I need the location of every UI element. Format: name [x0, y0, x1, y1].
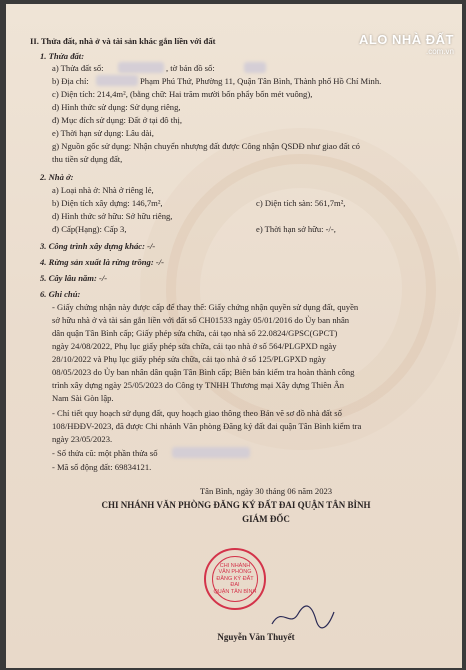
- land-address-value: Phạm Phú Thứ, Phường 11, Quận Tân Bình, Thành phố Hồ Chí Minh.: [140, 76, 382, 86]
- watermark-logo: ALO NHÀ ĐẤT: [358, 32, 454, 47]
- signer-name: Nguyễn Văn Thuyết: [217, 632, 295, 642]
- perennial-trees: 5. Cây lâu năm: -/-: [40, 273, 108, 283]
- redacted-old-parcel: [172, 447, 250, 458]
- land-map-sheet: , tờ bản đồ số:: [166, 63, 215, 73]
- house-ownership-form: d) Hình thức sở hữu: Sở hữu riêng,: [52, 211, 173, 221]
- land-use-term: e) Thời hạn sử dụng: Lâu dài,: [52, 128, 154, 138]
- note-line-8: Nam Sài Gòn lập.: [52, 393, 114, 403]
- note-line-4: ngày 24/08/2022, Phụ lục giấy phép sửa chữa, cải tạo nhà ở số 564/PLGPXD ngày: [52, 341, 337, 351]
- seal-inner-ring: [212, 556, 258, 602]
- seal-line-4: QUẬN TÂN BÌNH: [213, 588, 257, 595]
- watermark: [359, 32, 454, 56]
- land-area: c) Diện tích: 214,4m², (bằng chữ: Hai trăm mười bốn phẩy bốn mét vuông),: [52, 89, 313, 99]
- land-heading: 1. Thửa đất:: [40, 51, 85, 61]
- note-line-11: ngày 23/05/2023.: [52, 434, 113, 444]
- note-line-3: dân quận Tân Bình cấp; Giấy phép sửa chữa, cải tạo nhà số 22.0824/GPSC(GPCT): [52, 328, 338, 338]
- note-line-7: trình xây dựng ngày 25/05/2023 do Công ty TNHH Thương mại Xây dựng Thiên Ân: [52, 380, 345, 390]
- land-use-purpose: đ) Mục đích sử dụng: Đất ở tại đô thị,: [52, 115, 182, 125]
- land-use-form: d) Hình thức sử dụng: Sử dụng riêng,: [52, 102, 181, 112]
- redacted-map-sheet: [244, 62, 266, 73]
- house-grade: đ) Cấp(Hạng): Cấp 3,: [52, 224, 127, 234]
- old-parcel-number: - Số thửa cũ: một phần thửa số: [52, 448, 158, 458]
- land-origin-line2: thu tiền sử dụng đất,: [52, 154, 123, 164]
- note-line-6: 08/05/2023 do Ủy ban nhân dân quận Tân Bình cấp; Biên bản kiểm tra hoàn thành công: [52, 367, 355, 377]
- redacted-parcel-number: [118, 62, 164, 73]
- official-seal: [204, 548, 266, 610]
- section-title: II. Thửa đất, nhà ở và tài sản khác gắn liền với đất: [30, 36, 216, 46]
- note-line-9: - Chỉ tiết quy hoạch sử dụng đất, quy hoạch giao thông theo Bản vẽ sơ đồ nhà đất số: [52, 408, 342, 418]
- house-construction-area: b) Diện tích xây dựng: 146,7m²,: [52, 198, 163, 208]
- note-line-1: - Giấy chứng nhận này được cấp để thay thế: Giấy chứng nhận quyền sử dụng đất, quyền: [52, 302, 359, 312]
- house-heading: 2. Nhà ở:: [40, 172, 74, 182]
- house-floor-area: c) Diện tích sàn: 561,7m²,: [256, 198, 346, 208]
- notes-heading: 6. Ghi chú:: [40, 289, 81, 299]
- issuing-office: CHI NHÁNH VĂN PHÒNG ĐĂNG KÝ ĐẤT ĐAI QUẬN TÂN BÌNH: [101, 500, 371, 510]
- house-ownership-term: e) Thời hạn sở hữu: -/-,: [256, 224, 336, 234]
- seal-line-1: CHI NHÁNH: [219, 562, 251, 569]
- planted-forest: 4. Rừng sản xuất là rừng trồng: -/-: [40, 257, 164, 267]
- signature: [268, 602, 338, 632]
- note-line-5: 28/10/2022 và Phụ lục giấy phép sửa chữa, cải tạo nhà ở số 125/PLGPXD ngày: [52, 354, 326, 364]
- house-type: a) Loại nhà ở: Nhà ở riêng lẻ,: [52, 185, 154, 195]
- land-origin-line1: g) Nguồn gốc sử dụng: Nhận chuyển nhượng đất được Công nhận QSDĐ như giao đất có: [52, 141, 360, 151]
- signoff-date: Tân Bình, ngày 30 tháng 06 năm 2023: [199, 486, 333, 496]
- note-line-2: sở hữu nhà ở và tài sản gắn liền với đất số CH01533 ngày 05/01/2016 do Ủy ban nhân: [52, 315, 350, 325]
- director-title: GIÁM ĐỐC: [242, 514, 290, 524]
- earthquake-code: - Mã số động đất: 69834121.: [52, 462, 152, 472]
- redacted-house-number: [96, 75, 138, 86]
- land-address-label: b) Địa chỉ:: [52, 76, 89, 86]
- note-line-10: 108/HĐĐV-2023, đã được Chi nhánh Văn phòng Đăng ký đất đai quận Tân Bình kiểm tra: [52, 421, 362, 431]
- other-construction: 3. Công trình xây dựng khác: -/-: [40, 241, 156, 251]
- certificate-page: [6, 4, 462, 668]
- watermark-domain: .com.vn: [425, 47, 454, 56]
- land-parcel-number: a) Thửa đất số:: [52, 63, 104, 73]
- seal-line-3: ĐĂNG KÝ ĐẤT ĐAI: [216, 575, 254, 589]
- seal-line-2: VĂN PHÒNG: [218, 569, 252, 576]
